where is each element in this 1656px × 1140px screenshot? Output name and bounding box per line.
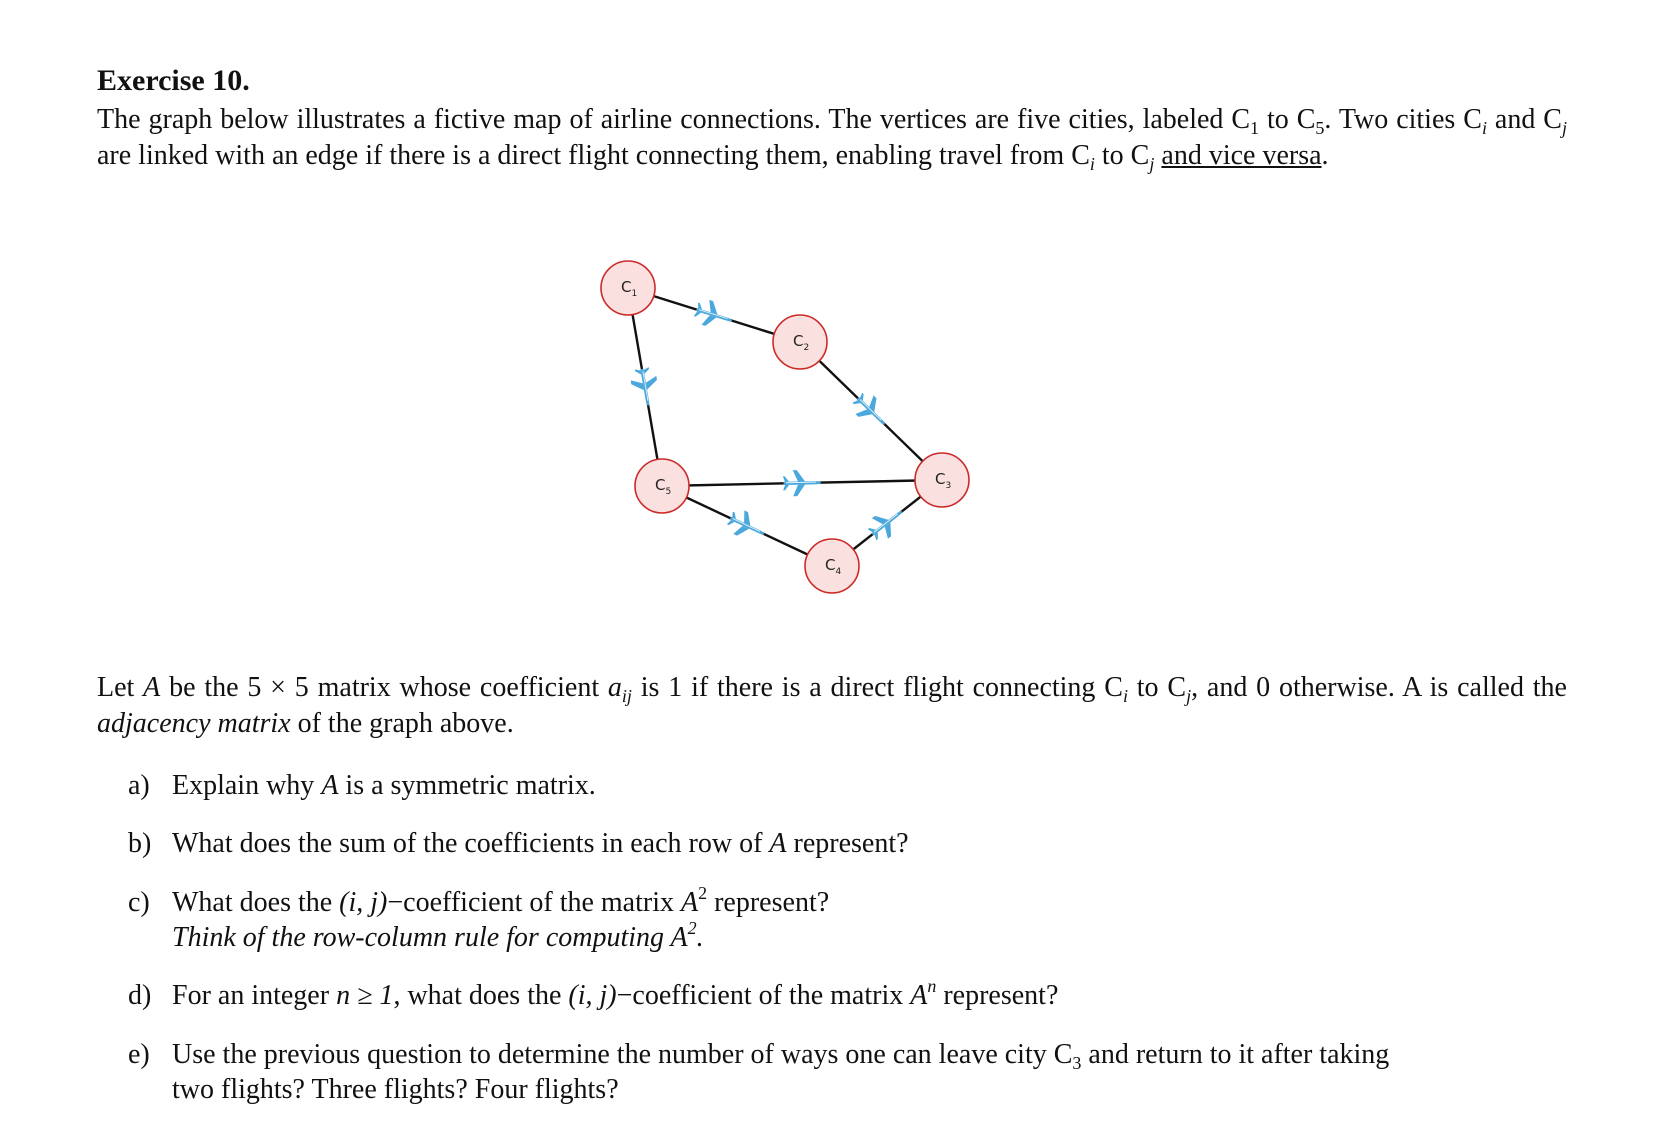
airline-graph xyxy=(600,260,1060,640)
text: is 1 if there is a direct flight connecting C xyxy=(631,672,1123,703)
subscript: j xyxy=(1186,686,1192,706)
text: . xyxy=(1321,140,1329,171)
text: are linked with an edge if there is a direct flight connecting them, enabling travel from C xyxy=(97,140,1090,171)
text: to C xyxy=(1259,104,1316,135)
subscript: i xyxy=(1481,118,1487,138)
math-A: A xyxy=(910,980,928,1011)
math-A: A xyxy=(670,922,688,953)
text: The graph below illustrates a fictive map of airline connections. The vertices are five cities, labeled C xyxy=(97,104,1251,135)
text: represent? xyxy=(936,980,1059,1011)
text: two flights? Three flights? Four flights? xyxy=(172,1074,619,1105)
subscript: 5 xyxy=(1315,118,1325,138)
airplane-icon xyxy=(783,470,822,497)
math-A: A xyxy=(681,887,699,918)
question-a xyxy=(128,768,1568,803)
airplane-icon xyxy=(864,501,910,545)
text: , what does the xyxy=(393,980,569,1011)
city-label: $C_2$ xyxy=(793,332,810,353)
text: to C xyxy=(1094,140,1150,171)
city-node-c3 xyxy=(915,453,969,507)
city-label: $C_3$ xyxy=(935,470,952,491)
question-label: e) xyxy=(128,1039,150,1070)
text: to C xyxy=(1127,672,1187,703)
subscript: 1 xyxy=(1250,118,1260,138)
text: What does the sum of the coefficients in each row of xyxy=(172,828,770,859)
subscript: i xyxy=(1089,154,1095,174)
subscript: i xyxy=(1122,686,1128,706)
city-node-c4 xyxy=(805,539,859,593)
underlined-text: and vice versa xyxy=(1161,140,1322,171)
question-label: d) xyxy=(128,980,152,1011)
text: represent? xyxy=(707,887,830,918)
airplane-icon xyxy=(724,506,769,546)
question-b xyxy=(128,826,1568,861)
text: Let xyxy=(97,672,144,703)
text: of the graph above. xyxy=(290,708,514,739)
text: represent? xyxy=(786,828,909,859)
subscript: ij xyxy=(621,686,632,706)
city-label: $C_4$ xyxy=(825,556,842,577)
text: be the 5 × 5 matrix whose coefficient xyxy=(160,672,608,703)
text: . Two cities C xyxy=(1324,104,1482,135)
text: , and 0 otherwise. A is called the xyxy=(1191,672,1567,703)
question-label: b) xyxy=(128,828,152,859)
question-label: a) xyxy=(128,770,150,801)
text: −coefficient of the matrix xyxy=(387,887,681,918)
city-node-c1 xyxy=(601,261,655,315)
subscript: j xyxy=(1149,154,1155,174)
text: is a symmetric matrix. xyxy=(338,770,596,801)
question-d xyxy=(128,978,1568,1013)
city-label: $C_1$ xyxy=(621,278,638,299)
text: and C xyxy=(1486,104,1562,135)
subscript: j xyxy=(1561,118,1567,138)
math-ij: (i, j) xyxy=(339,887,388,918)
text: and return to it after taking xyxy=(1081,1039,1390,1070)
text: Think of the row-column rule for computing xyxy=(172,922,671,953)
math-A: A xyxy=(143,672,161,703)
exponent: n xyxy=(927,976,937,996)
city-node-c5 xyxy=(635,459,689,513)
intro-paragraph xyxy=(97,102,1567,174)
text: . xyxy=(696,922,704,953)
term-adjacency-matrix: adjacency matrix xyxy=(97,708,291,739)
text: −coefficient of the matrix xyxy=(616,980,911,1011)
city-node-c2 xyxy=(773,315,827,369)
text: For an integer xyxy=(172,980,337,1011)
math-n: n ≥ 1 xyxy=(336,980,394,1011)
airplane-icon xyxy=(629,366,661,408)
math-A: A xyxy=(321,770,339,801)
question-e xyxy=(128,1037,1568,1107)
question-c xyxy=(128,885,1568,955)
subscript: 3 xyxy=(1072,1053,1082,1073)
text: Explain why xyxy=(172,770,322,801)
text: Use the previous question to determine the number of ways one can leave city C xyxy=(172,1039,1073,1070)
math-A: A xyxy=(769,828,787,859)
exponent: 2 xyxy=(687,918,697,938)
airplane-icon xyxy=(692,297,736,333)
math-ij: (i, j) xyxy=(568,980,617,1011)
question-label: c) xyxy=(128,887,150,918)
text: What does the xyxy=(172,887,340,918)
city-label: $C_5$ xyxy=(655,476,672,497)
exercise-title: Exercise 10. xyxy=(97,64,250,97)
adjacency-paragraph xyxy=(97,670,1567,742)
math-a: a xyxy=(607,672,622,703)
exponent: 2 xyxy=(698,883,708,903)
question-c-hint xyxy=(128,920,1568,955)
